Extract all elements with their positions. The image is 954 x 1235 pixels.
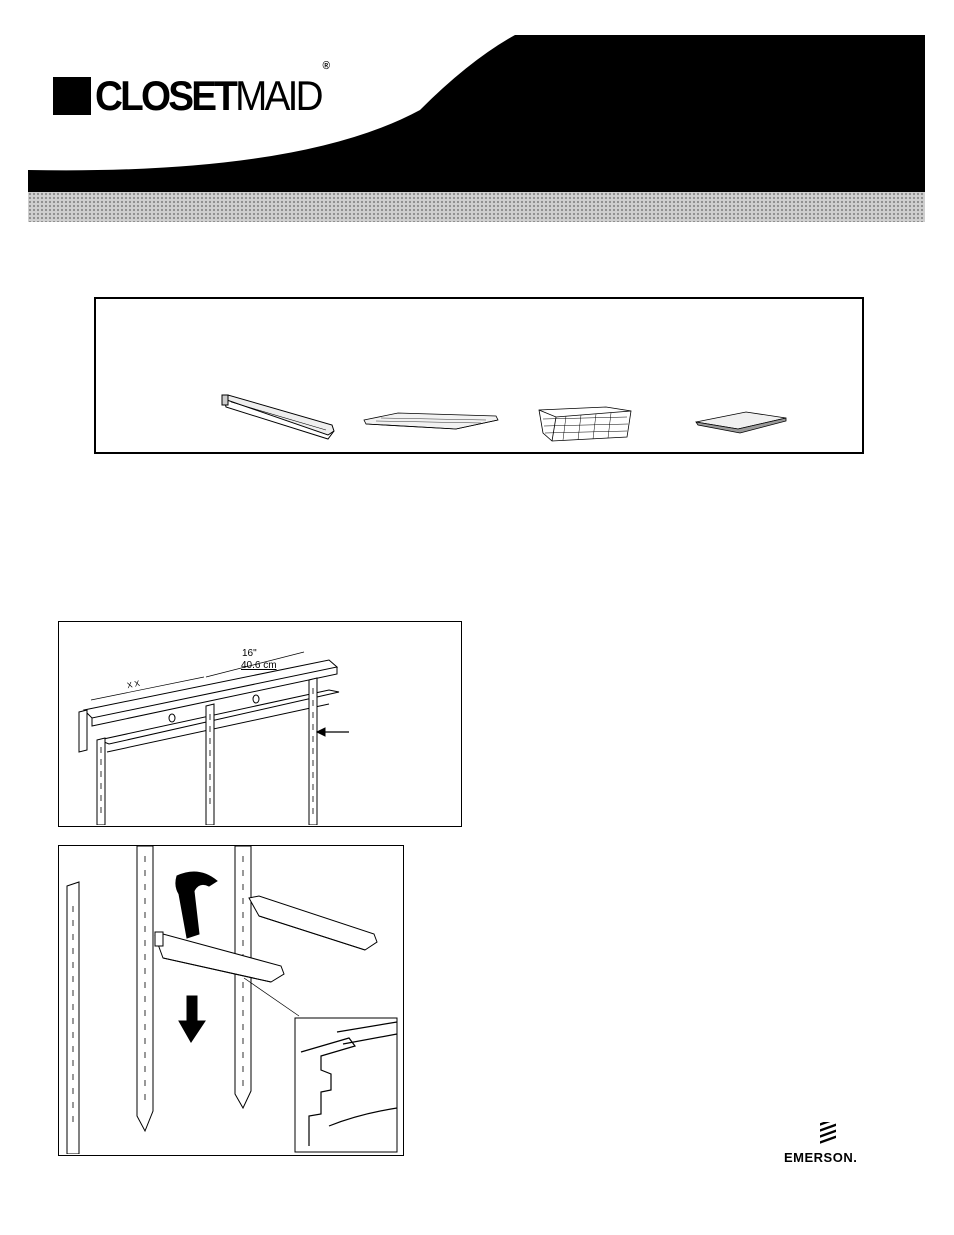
logo-closet: CLOSET <box>95 72 236 119</box>
solid-shelf-product-icon <box>696 412 786 433</box>
logo-maid: MAID <box>235 72 321 119</box>
figure-2-bracket-install <box>58 845 404 1156</box>
products-box <box>94 297 864 454</box>
figure-2-drawing <box>59 846 402 1154</box>
bracket-product-icon <box>222 395 334 439</box>
dim-label-inch: 16" <box>242 648 257 659</box>
emerson-wordmark: EMERSON. <box>784 1150 858 1165</box>
wire-basket-product-icon <box>539 407 631 441</box>
figure-1-standards <box>58 621 462 827</box>
logo-square <box>53 77 91 115</box>
emerson-logo <box>782 1122 874 1168</box>
dim-label-cm: 40.6 cm <box>241 660 277 671</box>
logo-registered: ® <box>322 60 328 72</box>
figure-1-drawing <box>59 622 460 825</box>
wire-shelf-product-icon <box>364 413 498 429</box>
closetmaid-logo <box>53 60 347 119</box>
emerson-mark-icon <box>818 1122 838 1148</box>
products-illustration <box>96 299 862 452</box>
dim-label-xx: X X <box>126 678 141 691</box>
logo-wordmark <box>95 60 328 119</box>
